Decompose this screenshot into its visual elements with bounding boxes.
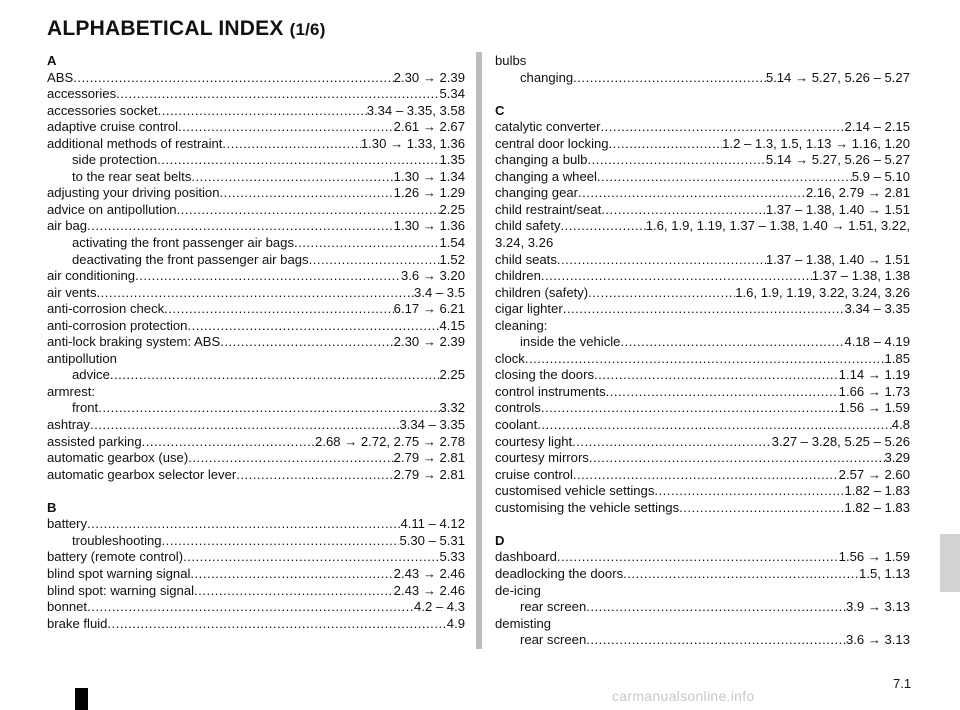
dot-leader [588,285,735,302]
spacer [495,86,910,103]
index-heading: demisting [495,615,552,631]
index-term: child seats [495,251,557,267]
index-letter-d: D [495,532,505,548]
index-term: changing a bulb [495,152,588,168]
index-term: dashboard [495,549,557,565]
index-term: anti-corrosion protection [47,317,188,333]
index-subentry [47,400,465,417]
dot-leader [563,301,845,318]
index-term: automatic gearbox selector lever [47,466,237,482]
index-pages: 3.32 [439,400,465,416]
dot-leader [525,351,885,368]
index-term: inside the vehicle [520,334,621,350]
index-term: bonnet [47,599,88,615]
index-term: front [72,400,99,416]
index-entry [495,301,910,318]
index-entry [495,417,910,434]
index-entry [495,218,910,235]
index-pages: 1.85 [884,350,910,366]
index-term: child restraint/seat [495,201,602,217]
index-pages: 4.18 – 4.19 [844,334,910,350]
dot-leader [597,169,852,186]
dot-leader [135,268,401,285]
index-term: advice [72,367,110,383]
index-entry [495,450,910,467]
index-term: courtesy light [495,433,573,449]
index-heading: armrest: [47,383,96,399]
dot-leader [679,500,844,517]
dot-leader [537,417,892,434]
index-subentry [47,152,465,169]
index-pages: 1.30 → 1.36 [393,218,465,234]
index-pages: 2.30 → 2.39 [393,69,465,85]
dot-leader [187,318,439,335]
index-term: changing gear [495,185,578,201]
index-term: adjusting your driving position [47,185,220,201]
index-column-right [495,53,910,649]
dot-leader [73,70,393,87]
dot-leader [183,549,439,566]
index-entry [47,318,465,335]
index-entry [47,119,465,136]
index-entry [47,566,465,583]
index-pages: 3.29 [884,450,910,466]
dot-leader [572,434,772,451]
dot-leader [561,218,646,235]
spacer [495,516,910,533]
index-term: children (safety) [495,284,589,300]
index-letter-c: C [495,102,505,118]
index-subentry [47,169,465,186]
index-pages: 4.8 [891,417,910,433]
index-pages: 1.37 – 1.38, 1.38 [811,268,910,284]
index-entry [495,500,910,517]
index-entry [495,285,910,302]
index-term: assisted parking [47,433,142,449]
index-entry [495,549,910,566]
index-term: children [495,268,541,284]
index-heading: bulbs [495,53,527,68]
index-pages: 2.43 → 2.46 [393,582,465,598]
index-term: cruise control [495,466,573,482]
dot-leader [107,616,446,633]
index-entry [495,136,910,153]
dot-leader [557,252,766,269]
index-pages: 3.34 – 3.35, 3.58 [366,102,465,118]
index-pages: 6.17 → 6.21 [393,301,465,317]
index-term: accessories socket [47,102,158,118]
index-pages: 2.16, 2.79 → 2.81 [805,185,910,201]
index-pages: 5.9 – 5.10 [851,168,910,184]
index-pages: 3.27 – 3.28, 5.25 – 5.26 [771,433,910,449]
index-pages: 2.79 → 2.81 [393,450,465,466]
dot-leader [589,450,885,467]
index-term: battery [47,516,88,532]
dot-leader [87,599,414,616]
index-term: controls [495,400,541,416]
index-term: to the rear seat belts [72,168,192,184]
index-term: anti-corrosion check [47,301,165,317]
index-pages: 3.34 – 3.35 [844,301,910,317]
index-term: air conditioning [47,268,136,284]
title-part: (1/6) [289,20,326,39]
index-pages: 2.79 → 2.81 [393,466,465,482]
index-entry [47,467,465,484]
index-entry [47,583,465,600]
index-subentry [495,632,910,649]
dot-leader [110,367,440,384]
dot-leader [220,334,393,351]
index-entry [47,549,465,566]
dot-leader [87,218,394,235]
dot-leader [601,202,766,219]
index-pages: 4.11 – 4.12 [400,516,465,532]
dot-leader [116,86,439,103]
index-pages: 1.35 [439,152,465,168]
index-entry [495,434,910,451]
index-pages: 1.54 [439,235,465,251]
index-subentry [495,334,910,351]
index-term: blind spot warning signal [47,565,191,581]
index-pages: 1.14 → 1.19 [838,367,910,383]
index-entry [495,400,910,417]
corner-mark [75,688,88,710]
index-pages: 1.37 – 1.38, 1.40 → 1.51 [765,201,910,217]
index-pages: 1.82 – 1.83 [844,483,910,499]
index-entry [495,169,910,186]
index-entry [495,566,910,583]
title-text: ALPHABETICAL INDEX [47,17,284,40]
index-pages: 5.14 → 5.27, 5.26 – 5.27 [765,69,910,85]
index-pages: 1.30 → 1.34 [393,168,465,184]
dot-leader [309,252,440,269]
index-entry [47,301,465,318]
index-pages: 5.34 [439,86,465,102]
index-entry [47,616,465,633]
index-pages: 2.68 → 2.72, 2.75 → 2.78 [315,433,465,449]
dot-leader [164,301,393,318]
index-pages: 5.33 [439,549,465,565]
dot-leader [97,285,415,302]
index-term: customising the vehicle settings [495,499,680,515]
index-pages: 2.43 → 2.46 [393,565,465,581]
dot-leader [188,450,393,467]
index-pages: 2.30 → 2.39 [393,334,465,350]
index-pages: 1.6, 1.9, 1.19, 3.22, 3.24, 3.26 [735,284,910,300]
index-entry [47,86,465,103]
dot-leader [557,549,839,566]
index-term: troubleshooting [72,532,162,548]
index-term: rear screen [520,599,587,615]
index-pages: 3.6 → 3.20 [400,268,465,284]
index-term: additional methods of restraint [47,135,223,151]
index-term: ABS [47,69,74,85]
index-pages: 1.37 – 1.38, 1.40 → 1.51 [765,251,910,267]
dot-leader [620,334,844,351]
index-term: deadlocking the doors [495,565,624,581]
index-pages: 5.30 – 5.31 [399,532,465,548]
dot-leader [142,434,315,451]
index-entry [47,334,465,351]
spacer [47,483,465,500]
dot-leader [586,599,846,616]
index-entry [495,483,910,500]
dot-leader [654,483,844,500]
index-term: automatic gearbox (use) [47,450,189,466]
index-term: deactivating the front passenger air bags [72,251,309,267]
index-entry [495,252,910,269]
dot-leader [236,467,393,484]
index-pages: 1.56 → 1.59 [838,549,910,565]
dot-leader [90,417,400,434]
index-entry [495,367,910,384]
index-subentry [47,533,465,550]
index-entry [495,202,910,219]
index-heading: antipollution [47,350,117,366]
dot-leader [87,516,400,533]
index-term: air bag [47,218,88,234]
index-term: adaptive cruise control [47,119,179,135]
index-term: rear screen [520,632,587,648]
index-entry [47,136,465,153]
index-entry [47,218,465,235]
dot-leader [623,566,859,583]
dot-leader [606,384,839,401]
dot-leader [541,400,839,417]
dot-leader [573,467,839,484]
dot-leader [222,136,360,153]
dot-leader [541,268,812,285]
index-pages: 1.52 [439,251,465,267]
index-pages: 2.61 → 2.67 [393,119,465,135]
index-entry [47,450,465,467]
index-pages: 1.5, 1.13 [859,565,910,581]
index-entry [495,351,910,368]
index-term: changing a wheel [495,168,597,184]
index-term: closing the doors [495,367,594,383]
index-entry [47,516,465,533]
index-term: customised vehicle settings [495,483,655,499]
index-entry [47,434,465,451]
dot-leader [609,136,723,153]
page-title [47,17,326,41]
dot-leader [98,400,439,417]
index-term: changing [520,69,574,85]
index-term: cigar lighter [495,301,563,317]
index-pages: 1.30 → 1.33, 1.36 [360,135,465,151]
dot-leader [586,632,846,649]
index-term: activating the front passenger air bags [72,235,294,251]
index-pages: 1.66 → 1.73 [838,383,910,399]
dot-leader [573,70,766,87]
index-pages: 3.4 – 3.5 [414,284,465,300]
index-entry [495,119,910,136]
index-pages: 4.9 [446,615,465,631]
index-entry [495,467,910,484]
index-term: blind spot: warning signal [47,582,195,598]
index-continuation: 3.24, 3.26 [495,235,554,251]
index-term: accessories [47,86,117,102]
dot-leader [191,169,393,186]
index-letter-a: A [47,53,57,68]
index-pages: 3.9 → 3.13 [845,599,910,615]
index-entry [47,202,465,219]
index-term: side protection [72,152,158,168]
dot-leader [220,185,394,202]
index-entry [495,185,910,202]
index-pages: 2.25 [439,367,465,383]
index-entry [47,185,465,202]
column-divider [476,52,482,649]
index-subentry [47,252,465,269]
index-pages: 1.6, 1.9, 1.19, 1.37 – 1.38, 1.40 → 1.51, 3.22, [645,218,910,234]
index-term: air vents [47,284,97,300]
index-entry [47,599,465,616]
index-pages: 1.26 → 1.29 [393,185,465,201]
index-heading: de-icing [495,582,541,598]
index-entry [495,152,910,169]
index-term: courtesy mirrors [495,450,589,466]
page-number: 7.1 [893,676,912,691]
index-subentry [47,367,465,384]
index-pages: 1.56 → 1.59 [838,400,910,416]
index-subentry [495,70,910,87]
index-subentry [495,599,910,616]
index-pages: 3.6 → 3.13 [845,632,910,648]
index-pages: 4.2 – 4.3 [414,599,465,615]
index-entry [47,417,465,434]
index-term: central door locking [495,135,609,151]
index-entry [47,268,465,285]
index-term: clock [495,350,525,366]
index-pages: 2.14 – 2.15 [844,119,910,135]
index-heading: cleaning: [495,317,548,333]
dot-leader [158,103,367,120]
dot-leader [178,119,394,136]
index-term: advice on antipollution [47,201,177,217]
index-term: child safety [495,218,561,234]
index-term: battery (remote control) [47,549,184,565]
index-subentry [47,235,465,252]
dot-leader [587,152,765,169]
index-term: anti-lock braking system: ABS [47,334,221,350]
index-entry [47,285,465,302]
dot-leader [294,235,440,252]
index-term: coolant [495,417,538,433]
index-pages: 2.25 [439,201,465,217]
index-entry [47,103,465,120]
dot-leader [578,185,806,202]
dot-leader [194,583,394,600]
dot-leader [177,202,440,219]
index-pages: 2.57 → 2.60 [838,466,910,482]
index-entry [47,70,465,87]
dot-leader [601,119,845,136]
index-pages: 5.14 → 5.27, 5.26 – 5.27 [765,152,910,168]
index-pages: 4.15 [439,317,465,333]
watermark: carmanualsonline.info [612,688,755,704]
dot-leader [594,367,839,384]
index-column-left [47,53,465,632]
index-term: ashtray [47,417,90,433]
index-entry [495,268,910,285]
section-tab [940,534,960,592]
index-entry [495,384,910,401]
index-term: brake fluid [47,615,108,631]
index-term: catalytic converter [495,119,601,135]
index-pages: 1.82 – 1.83 [844,499,910,515]
dot-leader [157,152,439,169]
dot-leader [190,566,393,583]
index-pages: 1.2 – 1.3, 1.5, 1.13 → 1.16, 1.20 [722,135,910,151]
index-letter-b: B [47,499,57,515]
dot-leader [162,533,400,550]
index-term: control instruments [495,383,606,399]
index-pages: 3.34 – 3.35 [399,417,465,433]
